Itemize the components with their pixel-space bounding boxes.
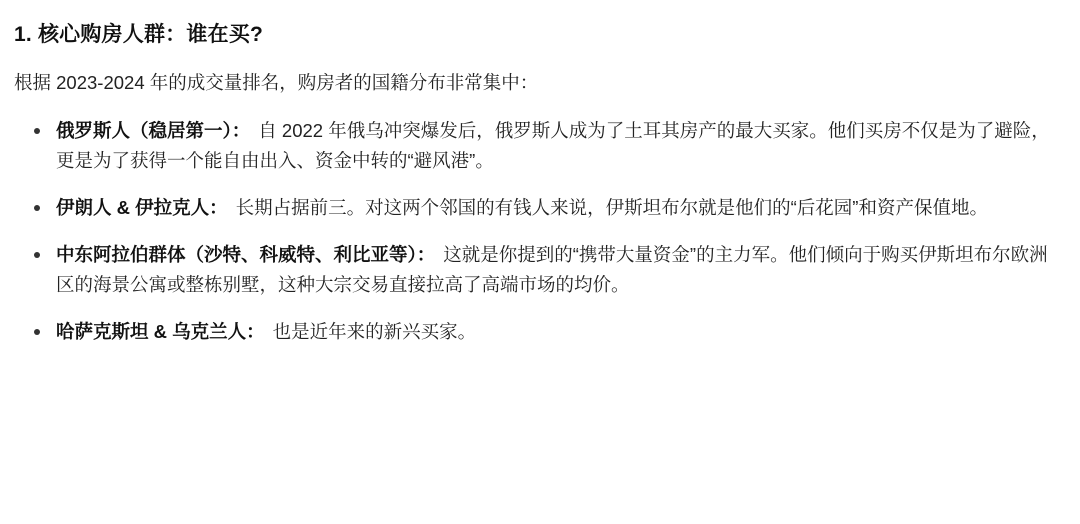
list-item-text: 自 2022 年俄乌冲突爆发后，俄罗斯人成为了土耳其房产的最大买家。他们买房不仅是为了避险，更是为了获得一个能自由出入、资金中转的“避风港”。 (56, 120, 1050, 172)
page-title: 1. 核心购房人群：谁在买? (14, 23, 263, 46)
list-item (14, 116, 1066, 176)
list-item-lead: 伊朗人 & 伊拉克人： (56, 197, 228, 218)
list-item-text: 长期占据前三。对这两个邻国的有钱人来说，伊斯坦布尔就是他们的“后花园”和资产保值地。 (235, 197, 988, 218)
list-item (14, 317, 1066, 347)
list-item-lead: 俄罗斯人（稳居第一）： (56, 120, 251, 142)
buyer-group-list (14, 116, 1066, 347)
intro-paragraph: 根据 2023-2024 年的成交量排名，购房者的国籍分布非常集中： (14, 72, 539, 94)
list-item-lead: 哈萨克斯坦 & 乌克兰人： (56, 320, 265, 342)
list-item-lead: 中东阿拉伯群体（沙特、科威特、利比亚等）： (56, 243, 436, 265)
list-item-text: 也是近年来的新兴买家。 (272, 320, 477, 342)
list-item (14, 193, 1066, 223)
list-item-text: 这就是你提到的“携带大量资金”的主力军。他们倾向于购买伊斯坦布尔欧洲区的海景公寓或整栋别墅，这种大宗交易直接拉高了高端市场的均价。 (56, 243, 1048, 295)
list-item (14, 240, 1066, 300)
